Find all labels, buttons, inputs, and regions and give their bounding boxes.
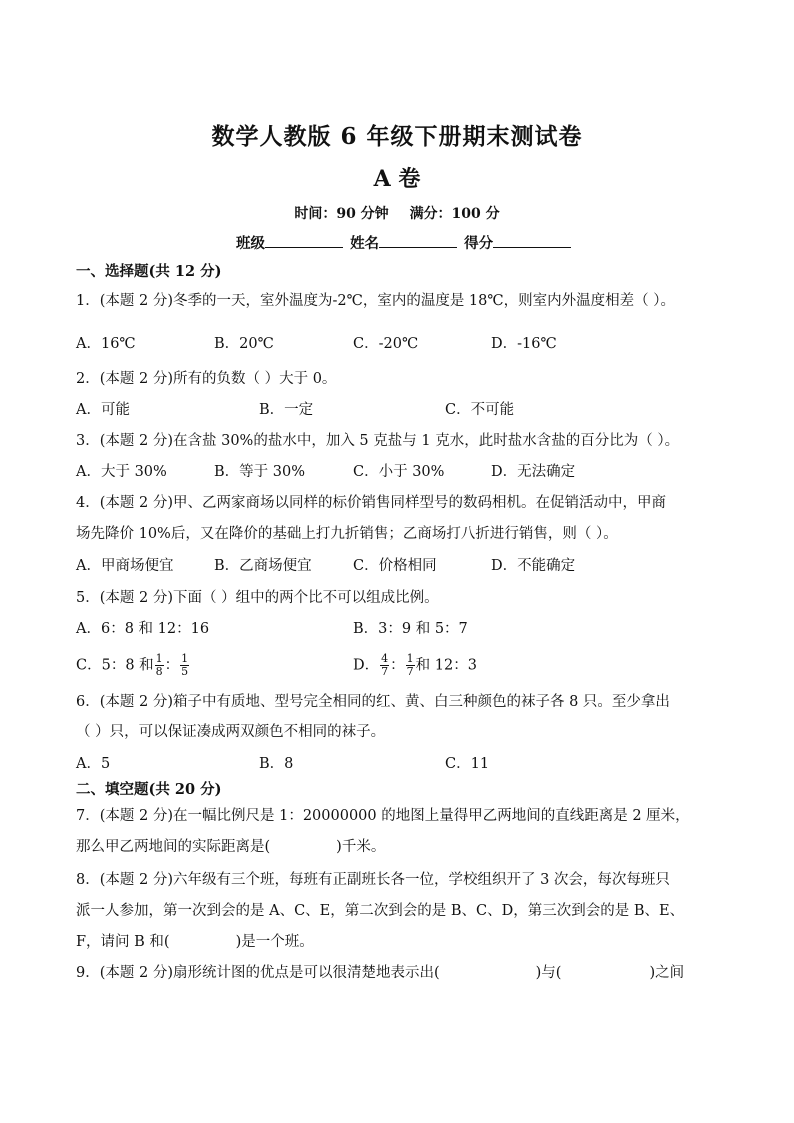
fraction-denominator: 8 bbox=[155, 665, 163, 678]
q5-option-c bbox=[76, 653, 190, 678]
q3-option-d: D．无法确定 bbox=[491, 464, 576, 480]
q5-option-d-suffix: 和 12：3 bbox=[415, 657, 477, 674]
q3-option-b: B．等于 30% bbox=[214, 464, 305, 480]
question-2-stem: 2．(本题 2 分)所有的负数（ ）大于 0。 bbox=[76, 371, 337, 387]
question-8-stem-line-2: 派一人参加，第一次到会的是 A、C、E，第二次到会的是 B、C、D，第三次到会的是 B、E、 bbox=[76, 903, 685, 919]
q5-option-b: B．3：9 和 5：7 bbox=[353, 621, 468, 637]
q5-c-fraction-1 bbox=[155, 653, 164, 678]
q7-text-after-blank: )千米。 bbox=[336, 839, 386, 855]
fraction-denominator: 7 bbox=[406, 665, 414, 678]
q4-option-b: B．乙商场便宜 bbox=[214, 558, 312, 574]
question-7-stem-line-1: 7．(本题 2 分)在一幅比例尺是 1：20000000 的地图上量得甲乙两地间的直线距离是 2 厘米， bbox=[76, 808, 690, 824]
q2-option-c: C．不可能 bbox=[445, 402, 515, 418]
q8-text-after-blank: )是一个班。 bbox=[235, 934, 314, 950]
q8-text-before-blank: F，请问 B 和( bbox=[76, 934, 170, 950]
class-blank[interactable] bbox=[265, 233, 343, 248]
q1-option-c: C．-20℃ bbox=[353, 336, 419, 352]
question-4-stem-line-1: 4．(本题 2 分)甲、乙两家商场以同样的标价销售同样型号的数码相机。在促销活动中，甲商 bbox=[76, 495, 666, 511]
q1-option-d: D．-16℃ bbox=[491, 336, 557, 352]
fraction-numerator: 1 bbox=[155, 652, 163, 665]
student-info-fields bbox=[236, 232, 573, 253]
section-heading-fill-in: 二、填空题(共 20 分) bbox=[76, 781, 222, 798]
q2-option-a: A．可能 bbox=[76, 402, 130, 418]
question-9-stem bbox=[76, 963, 684, 983]
q5-option-a: A．6：8 和 12：16 bbox=[76, 621, 210, 637]
question-8-stem-line-1: 8．(本题 2 分)六年级有三个班，每班有正副班长各一位，学校组织开了 3 次会，每次每班只 bbox=[76, 872, 670, 888]
q3-option-a: A．大于 30% bbox=[76, 464, 167, 480]
ratio-colon: ： bbox=[164, 657, 180, 674]
ratio-colon: ： bbox=[390, 657, 405, 674]
score-blank[interactable] bbox=[493, 233, 571, 248]
q4-option-c: C．价格相同 bbox=[353, 558, 437, 574]
q6-option-a: A．5 bbox=[76, 756, 111, 772]
q5-d-fraction-1 bbox=[380, 653, 389, 678]
q1-option-b: B．20℃ bbox=[214, 336, 274, 352]
section-heading-choice: 一、选择题(共 12 分) bbox=[76, 263, 222, 280]
q3-option-c: C．小于 30% bbox=[353, 464, 445, 480]
question-5-stem: 5．(本题 2 分)下面（ ）组中的两个比不可以组成比例。 bbox=[76, 590, 439, 606]
name-blank[interactable] bbox=[379, 233, 457, 248]
question-6-stem-line-2: （ ）只，可以保证凑成两双颜色不相同的袜子。 bbox=[76, 724, 386, 740]
q5-d-fraction-2 bbox=[406, 653, 415, 678]
fraction-numerator: 1 bbox=[181, 652, 189, 665]
question-1-stem: 1．(本题 2 分)冬季的一天，室外温度为-2℃，室内的温度是 18℃，则室内外温度相差（ ）。 bbox=[76, 293, 675, 309]
q9-text-between-blanks: )与( bbox=[535, 965, 562, 981]
q5-option-d-prefix: D． bbox=[353, 657, 380, 674]
q9-text-before-blank-1: 9．(本题 2 分)扇形统计图的优点是可以很清楚地表示出( bbox=[76, 965, 440, 981]
q9-text-after-blank-2: )之间 bbox=[649, 965, 685, 981]
q6-option-c: C．11 bbox=[445, 756, 490, 772]
q5-option-d bbox=[353, 653, 477, 678]
full-score: 满分：100 分 bbox=[409, 206, 500, 222]
q1-option-a: A．16℃ bbox=[76, 336, 136, 352]
question-3-stem: 3．(本题 2 分)在含盐 30%的盐水中，加入 5 克盐与 1 克水，此时盐水含盐的百分比为（ ）。 bbox=[76, 433, 680, 449]
name-label: 姓名 bbox=[350, 235, 380, 252]
question-7-stem-line-2 bbox=[76, 837, 385, 857]
fraction-numerator: 1 bbox=[406, 652, 414, 665]
time-limit: 时间：90 分钟 bbox=[294, 206, 389, 222]
score-label: 得分 bbox=[464, 235, 494, 252]
q5-c-fraction-2 bbox=[180, 653, 189, 678]
exam-subtitle: A 卷 bbox=[373, 166, 421, 192]
q7-text-before-blank: 那么甲乙两地间的实际距离是( bbox=[76, 839, 271, 855]
q6-option-b: B．8 bbox=[259, 756, 294, 772]
question-4-stem-line-2: 场先降价 10%后，又在降价的基础上打九折销售；乙商场打八折进行销售，则（ ）。 bbox=[76, 526, 618, 542]
q5-option-c-prefix: C．5：8 和 bbox=[76, 657, 154, 674]
q4-option-a: A．甲商场便宜 bbox=[76, 558, 174, 574]
class-label: 班级 bbox=[236, 235, 265, 252]
exam-title: 数学人教版 6 年级下册期末测试卷 bbox=[211, 123, 583, 150]
fraction-numerator: 4 bbox=[381, 652, 389, 665]
q4-option-d: D．不能确定 bbox=[491, 558, 576, 574]
question-8-stem-line-3 bbox=[76, 932, 314, 952]
question-6-stem-line-1: 6．(本题 2 分)箱子中有质地、型号完全相同的红、黄、白三种颜色的袜子各 8 只。至少拿出 bbox=[76, 694, 670, 710]
q2-option-b: B．一定 bbox=[259, 402, 314, 418]
fraction-denominator: 5 bbox=[181, 665, 189, 678]
fraction-denominator: 7 bbox=[381, 665, 389, 678]
exam-meta bbox=[0, 203, 794, 223]
